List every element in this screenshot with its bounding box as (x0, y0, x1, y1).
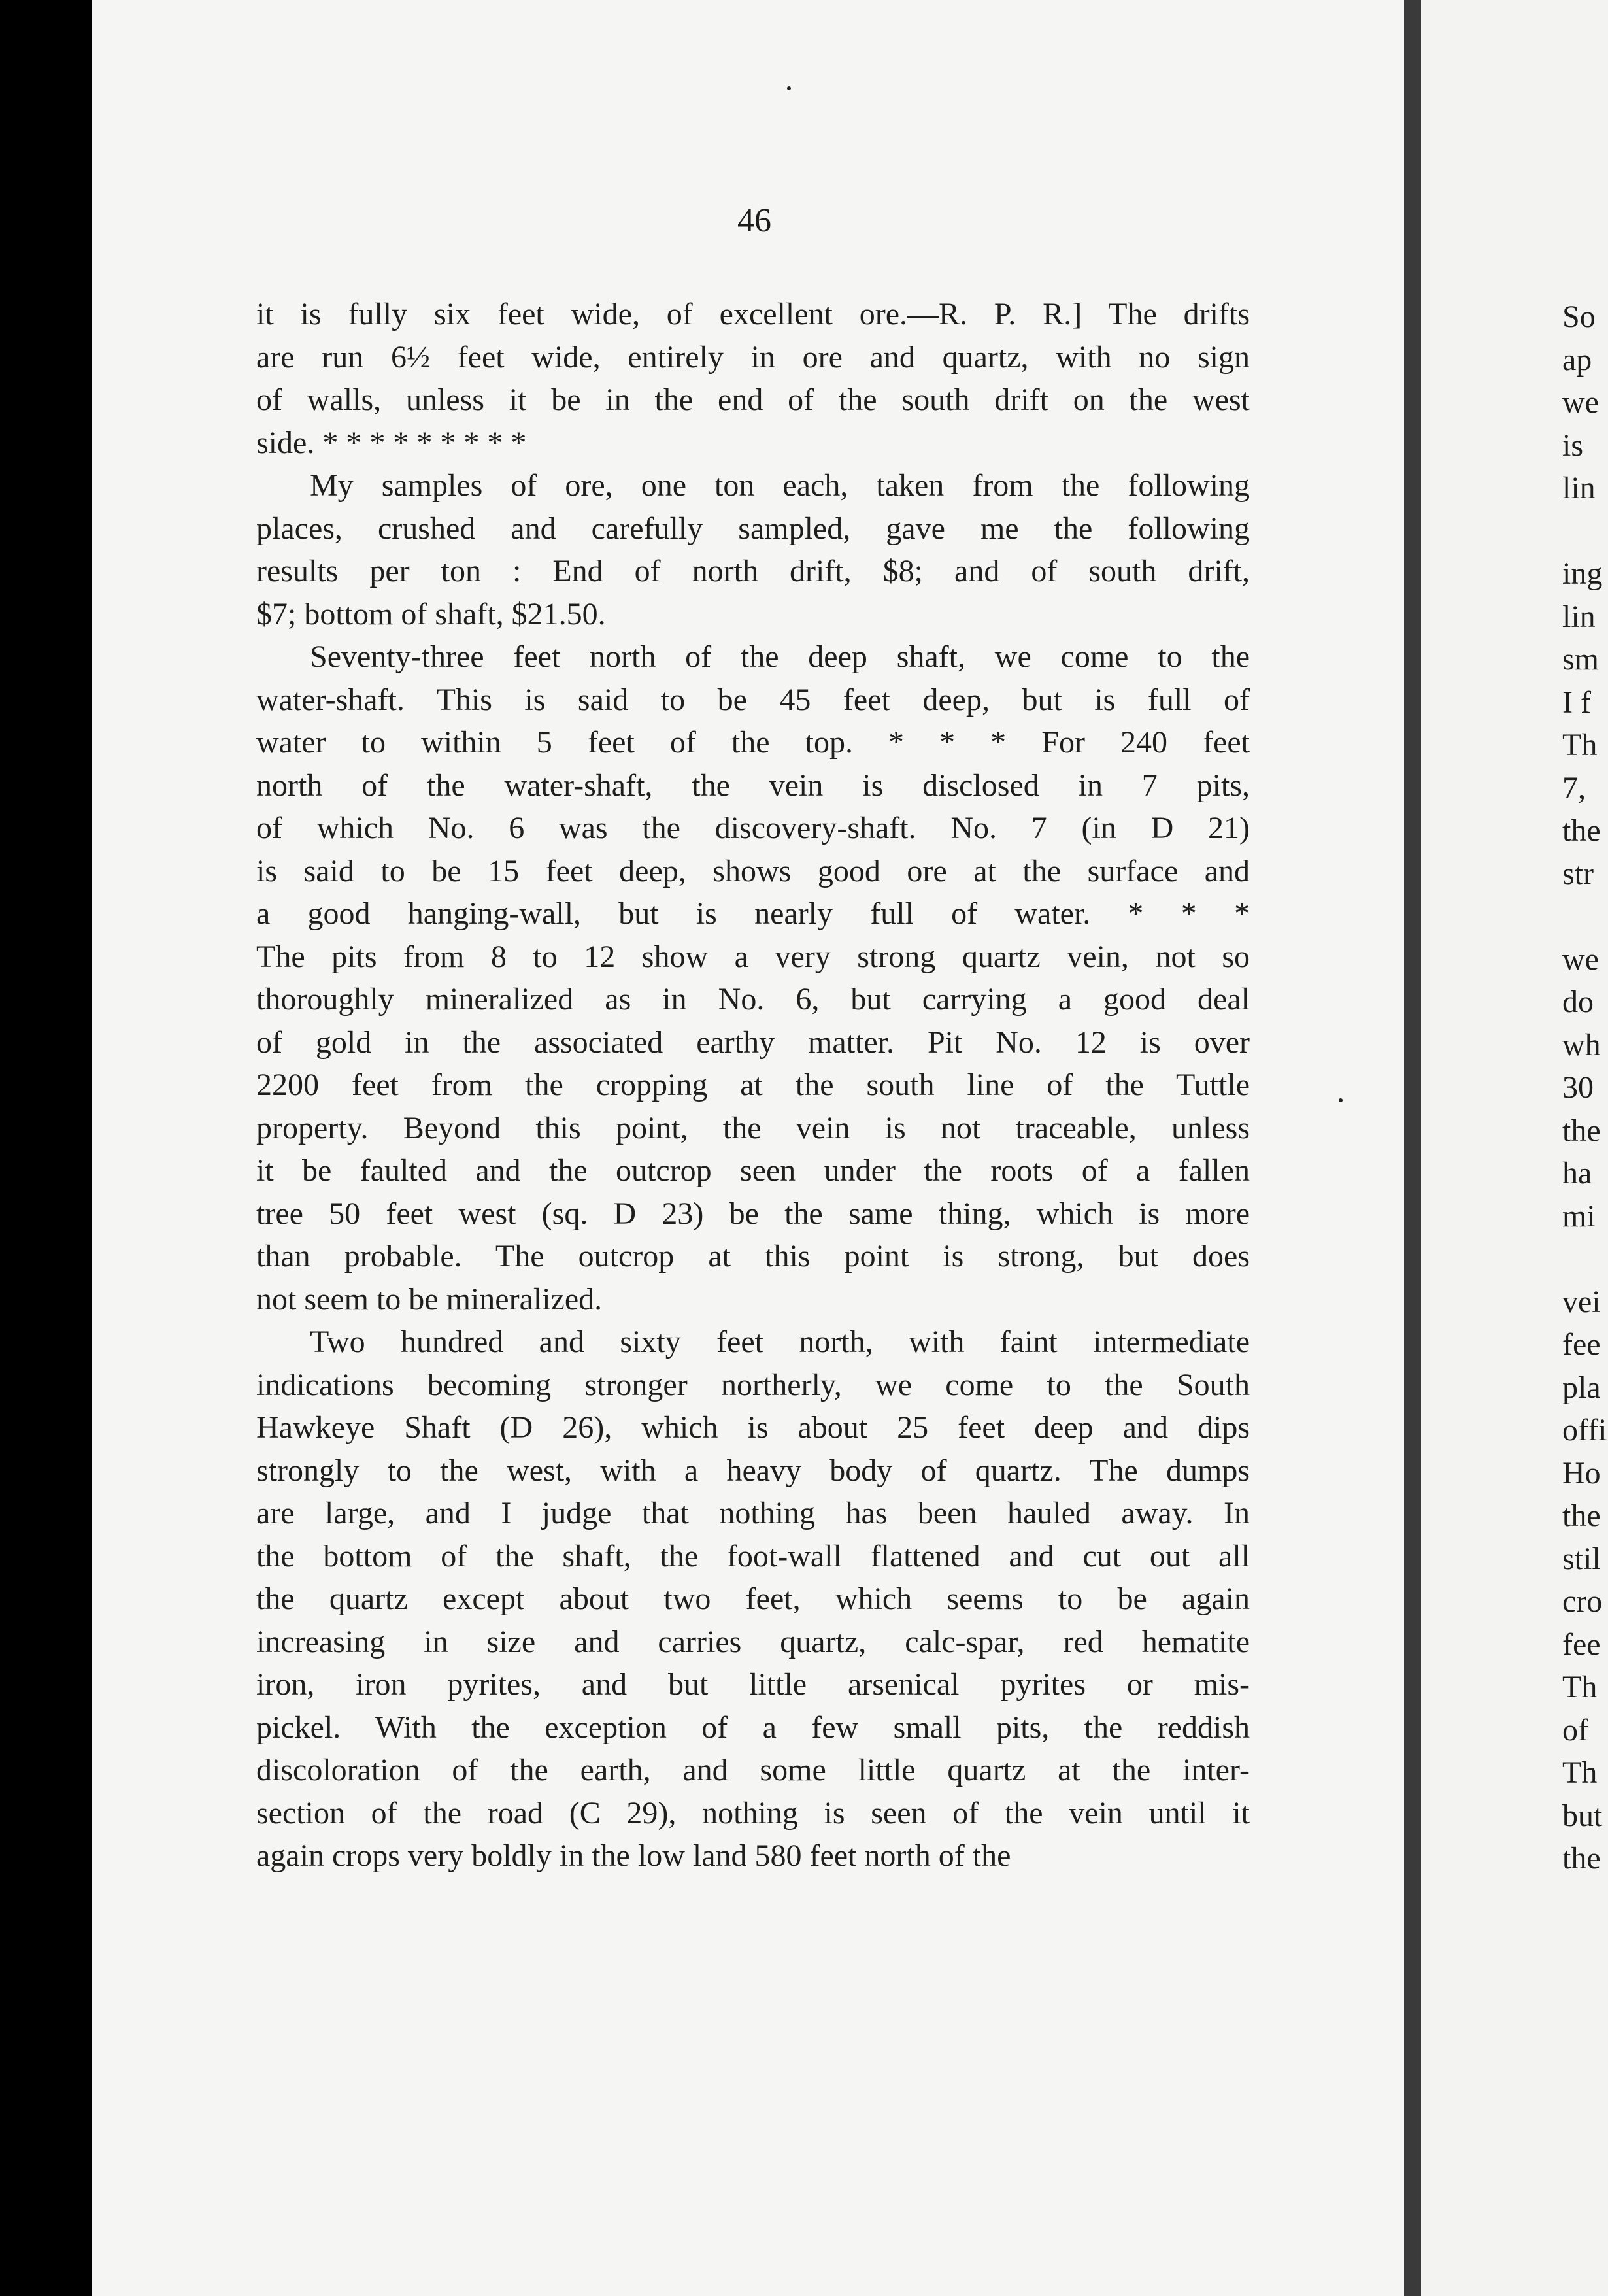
facing-page-fragment: vei (1562, 1284, 1601, 1319)
facing-page-fragment: offi (1562, 1413, 1607, 1447)
facing-page-fragment: 7, (1562, 770, 1586, 805)
facing-page-fragment: Th (1562, 1670, 1598, 1704)
text-line: Two hundred and sixty feet north, with faint intermediate (310, 1325, 1250, 1359)
facing-page-fragment: I f (1562, 684, 1591, 720)
facing-page-fragments (1562, 295, 1608, 1880)
facing-page-fragment: Th (1562, 1755, 1598, 1790)
facing-page-fragment: lin (1562, 599, 1596, 634)
text-line: is said to be 15 feet deep, shows good ore at the surface and (256, 853, 1250, 888)
facing-page-fragment: the (1562, 1498, 1601, 1533)
text-line: the bottom of the shaft, the foot-wall flattened and cut out all (256, 1538, 1250, 1574)
facing-page-fragment: ha (1562, 1156, 1592, 1190)
facing-page-fragment: of (1562, 1712, 1588, 1747)
facing-page-fragment: the (1562, 813, 1601, 848)
facing-page-fragment: lin (1562, 471, 1596, 505)
facing-page-fragment: 30 (1562, 1070, 1594, 1105)
facing-page-fragment: So (1562, 299, 1596, 334)
text-line: north of the water-shaft, the vein is disclosed in 7 pits, (256, 768, 1250, 803)
text-line: places, crushed and carefully sampled, gave me the following (256, 511, 1250, 546)
facing-page-fragment: ing (1562, 556, 1603, 591)
page-number: 46 (737, 202, 771, 239)
text-line: results per ton : End of north drift, $8; and of south drift, (256, 554, 1250, 588)
body-text (256, 293, 1250, 1878)
facing-page-fragment: str (1562, 856, 1594, 891)
text-line: not seem to be mineralized. (256, 1281, 603, 1317)
paragraph (256, 464, 1250, 635)
text-line: than probable. The outcrop at this point is strong, but does (256, 1239, 1250, 1274)
text-line: section of the road (C 29), nothing is seen of the vein until it (256, 1795, 1250, 1831)
facing-page-fragment: is (1562, 428, 1584, 463)
text-line: tree 50 feet west (sq. D 23) be the same thing, which is more (256, 1196, 1250, 1231)
text-line: of gold in the associated earthy matter. Pit No. 12 is over (256, 1024, 1250, 1060)
text-line: of which No. 6 was the discovery-shaft. No. 7 (in D 21) (256, 811, 1250, 845)
text-line: again crops very boldly in the low land 580 feet north of the (256, 1838, 1011, 1873)
text-line: are large, and I judge that nothing has been hauled away. In (256, 1496, 1250, 1530)
facing-page-fragment (1562, 895, 1608, 938)
facing-page-fragment: pla (1562, 1370, 1601, 1405)
text-line: $7; bottom of shaft, $21.50. (256, 596, 606, 632)
text-line: 2200 feet from the cropping at the south line of the Tuttle (256, 1068, 1250, 1102)
page-gutter (1404, 0, 1421, 2296)
text-line: Hawkeye Shaft (D 26), which is about 25 feet deep and dips (256, 1410, 1250, 1445)
facing-page-fragment: mi (1562, 1198, 1596, 1234)
facing-page-fragment: the (1562, 1841, 1601, 1876)
text-line: My samples of ore, one ton each, taken from the following (310, 468, 1250, 503)
text-line: it is fully six feet wide, of excellent ore.—R. P. R.] The drifts (256, 297, 1250, 331)
facing-page-fragment: sm (1562, 642, 1600, 677)
paragraph (256, 635, 1250, 1321)
facing-page-fragment: we (1562, 941, 1599, 977)
facing-page-fragment: Ho (1562, 1455, 1601, 1491)
facing-page-fragment: wh (1562, 1027, 1601, 1062)
text-line: side. * * * * * * * * * (256, 425, 527, 460)
text-line: property. Beyond this point, the vein is not traceable, unless (256, 1110, 1250, 1145)
margin-speck (787, 86, 791, 90)
text-line: iron, iron pyrites, and but little arsenical pyrites or mis- (256, 1667, 1250, 1702)
facing-page-fragment (1562, 510, 1608, 553)
facing-page-fragment: do (1562, 985, 1594, 1019)
facing-page-fragment: stil (1562, 1541, 1601, 1576)
facing-page-fragment: fee (1562, 1327, 1601, 1362)
text-line: increasing in size and carries quartz, calc-spar, red hematite (256, 1624, 1250, 1659)
facing-page-fragment: but (1562, 1798, 1603, 1833)
text-line: strongly to the west, with a heavy body of quartz. The dumps (256, 1453, 1250, 1488)
facing-page-fragment: cro (1562, 1584, 1603, 1619)
text-line: pickel. With the exception of a few small pits, the reddish (256, 1710, 1250, 1745)
margin-speck (1339, 1098, 1343, 1102)
facing-page-fragment: ap (1562, 342, 1592, 377)
text-line: water to within 5 feet of the top. * * * For 240 feet (256, 725, 1250, 760)
text-line: indications becoming stronger northerly, we come to the South (256, 1367, 1250, 1402)
text-line: The pits from 8 to 12 show a very strong quartz vein, not so (256, 939, 1250, 974)
text-line: water-shaft. This is said to be 45 feet deep, but is full of (256, 682, 1250, 717)
text-line: Seventy-three feet north of the deep shaft, we come to the (310, 639, 1250, 674)
facing-page-fragment: fee (1562, 1627, 1601, 1662)
paragraph (256, 293, 1250, 464)
facing-page-fragment (1562, 1238, 1608, 1281)
text-line: a good hanging-wall, but is nearly full of water. * * * (256, 896, 1250, 931)
facing-page-fragment: the (1562, 1113, 1601, 1148)
text-line: are run 6½ feet wide, entirely in ore and quartz, with no sign (256, 339, 1250, 375)
paragraph (256, 1321, 1250, 1878)
facing-page-fragment: we (1562, 385, 1599, 420)
text-line: it be faulted and the outcrop seen under the roots of a fallen (256, 1153, 1250, 1188)
text-line: the quartz except about two feet, which seems to be again (256, 1581, 1250, 1616)
text-line: of walls, unless it be in the end of the south drift on the west (256, 382, 1250, 417)
facing-page-fragment: Th (1562, 728, 1598, 762)
text-line: thoroughly mineralized as in No. 6, but carrying a good deal (256, 982, 1250, 1017)
text-line: discoloration of the earth, and some little quartz at the inter- (256, 1753, 1250, 1787)
